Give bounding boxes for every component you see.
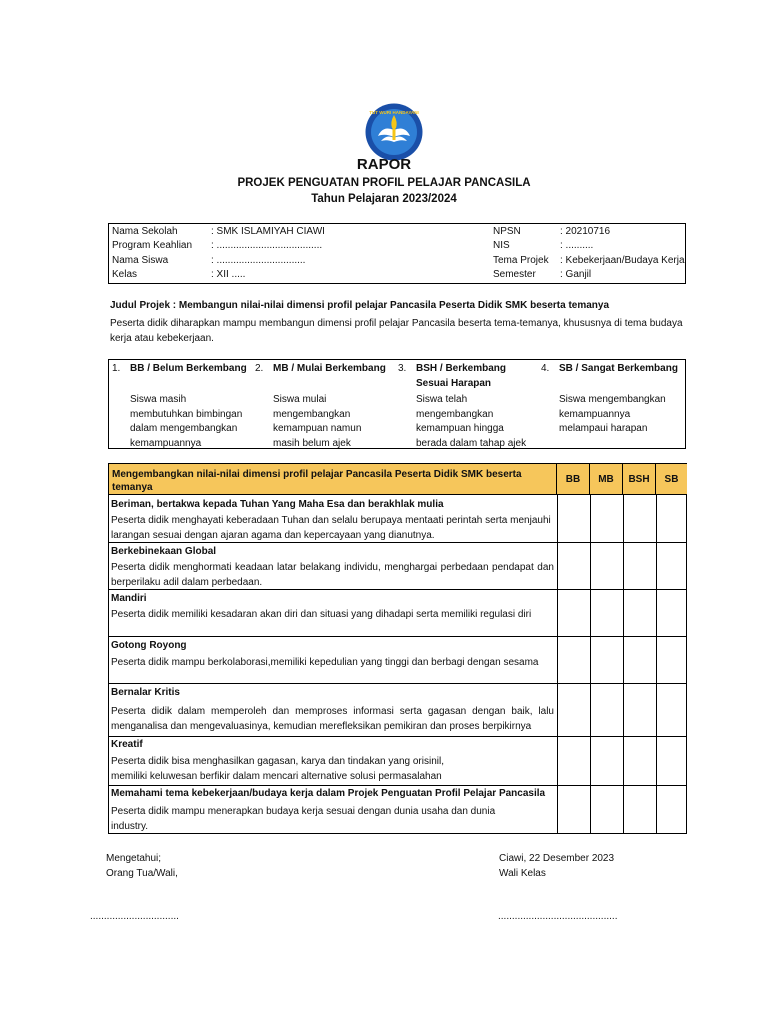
- value-student-name: : ................................: [211, 255, 306, 266]
- scale-num-4: 4.: [541, 363, 550, 374]
- teacher-signature-line: ...........................................: [498, 911, 618, 922]
- scale-title-mb: MB / Mulai Berkembang: [273, 363, 386, 374]
- section-desc-berkebinekaan: Peserta didik menghormati keadaan latar belakang individu, menghargai perbedaan pendapat dan berperilaku adil dalam perbedaan.: [111, 562, 554, 588]
- project-title: Judul Projek : Membangun nilai-nilai dimensi profil pelajar Pancasila Peserta Didik SMK beserta temanya: [110, 300, 610, 311]
- column-header-mb: MB: [590, 464, 623, 495]
- section-title-kreatif: Kreatif: [111, 739, 143, 750]
- label-nis: NIS: [493, 240, 510, 251]
- value-nis: : ..........: [560, 240, 594, 251]
- value-school-name: : SMK ISLAMIYAH CIAWI: [211, 226, 325, 237]
- scale-desc-mb: Siswa mulai mengembangkan kemampuan namun masih belum ajek: [273, 394, 362, 449]
- label-student-name: Nama Siswa: [112, 255, 169, 266]
- section-title-bernalar-kritis: Bernalar Kritis: [111, 687, 180, 698]
- scale-desc-bb: Siswa masih membutuhkan bimbingan dalam mengembangkan kemampuannya: [130, 394, 243, 449]
- tut-wuri-handayani-logo: [357, 103, 431, 161]
- section-title-berkebinekaan: Berkebinekaan Global: [111, 546, 217, 557]
- report-subtitle: PROJEK PENGUATAN PROFIL PELAJAR PANCASILA: [237, 177, 531, 189]
- parent-known-label: Mengetahui;: [106, 853, 162, 864]
- section-desc-kreatif-1: Peserta didik bisa menghasilkan gagasan, karya dan tindakan yang orisinil,: [111, 756, 444, 767]
- column-header-bsh: BSH: [623, 464, 656, 495]
- section-desc-gotong-royong: Peserta didik mampu berkolaborasi,memiliki kepedulian yang tinggi dan berbagi dengan sesama: [111, 657, 539, 668]
- section-title-gotong-royong: Gotong Royong: [111, 640, 187, 651]
- label-school-name: Nama Sekolah: [112, 226, 178, 237]
- scale-num-3: 3.: [398, 363, 407, 374]
- scale-desc-sb: Siswa mengembangkan kemampuannya melampaui harapan: [559, 394, 666, 434]
- assessment-header-text: Mengembangkan nilai-nilai dimensi profil pelajar Pancasila Peserta Didik SMK beserta temanya: [112, 469, 522, 493]
- report-title: RAPOR: [356, 156, 412, 173]
- value-semester: : Ganjil: [560, 269, 592, 280]
- scale-num-1: 1.: [112, 363, 121, 374]
- section-title-beriman: Beriman, bertakwa kepada Tuhan Yang Maha Esa dan berakhlak mulia: [111, 499, 444, 510]
- scale-title-bsh: BSH / Berkembang Sesuai Harapan: [416, 363, 507, 389]
- column-header-sb: SB: [656, 464, 687, 495]
- section-desc-bernalar-kritis: Peserta didik dalam memperoleh dan memproses informasi serta gagasan dengan baik, lalu menganalisa dan mengevaluasinya, kemudian merefleksikan pemikiran dan proses berpikirnya: [111, 706, 554, 732]
- section-desc-kreatif-2: memiliki keluwesan berfikir dalam mencari alternative solusi permasalahan: [111, 771, 442, 782]
- signature-teacher-block: [499, 851, 614, 881]
- label-theme: Tema Projek: [493, 255, 549, 266]
- section-desc-kebekerjaan: Peserta didik mampu menerapkan budaya kerja sesuai dengan dunia usaha dan dunia industry.: [111, 806, 496, 832]
- parent-signature-line: ................................: [90, 911, 179, 922]
- label-program: Program Keahlian: [112, 240, 193, 251]
- label-npsn: NPSN: [493, 226, 521, 237]
- value-class: : XII .....: [211, 269, 246, 280]
- teacher-label: Wali Kelas: [499, 868, 546, 879]
- assessment-header: [109, 464, 557, 495]
- section-title-kebekerjaan: Memahami tema kebekerjaan/budaya kerja dalam Projek Penguatan Profil Pelajar Pancasila: [111, 788, 546, 799]
- project-description: Peserta didik diharapkan mampu membangun dimensi profil pelajar Pancasila beserta tema-temanya, khususnya di tema budaya kerja atau kebekerjaan.: [110, 318, 683, 344]
- scale-title-sb: SB / Sangat Berkembang: [559, 363, 678, 374]
- grading-scale-box: [108, 359, 686, 449]
- section-title-mandiri: Mandiri: [111, 593, 147, 604]
- date-place: Ciawi, 22 Desember 2023: [499, 853, 615, 864]
- column-header-bb: BB: [557, 464, 590, 495]
- label-class: Kelas: [112, 269, 138, 280]
- scale-desc-bsh: Siswa telah mengembangkan kemampuan hingga berada dalam tahap ajek: [416, 394, 527, 449]
- student-info-box: [108, 223, 686, 284]
- section-desc-beriman: Peserta didik menghayati keberadaan Tuhan dan selalu berupaya mentaati perintah serta menjauhi larangan sesuai dengan ajaran agama dan kepercayaan yang dianutnya.: [111, 515, 551, 541]
- parent-label: Orang Tua/Wali,: [106, 868, 178, 879]
- value-npsn: : 20210716: [560, 226, 611, 237]
- value-program: : ......................................: [211, 240, 323, 251]
- signature-parent-block: [106, 851, 178, 881]
- academic-year: Tahun Pelajaran 2023/2024: [311, 193, 457, 205]
- value-theme: : Kebekerjaan/Budaya Kerja: [560, 255, 685, 266]
- scale-title-bb: BB / Belum Berkembang: [130, 363, 247, 374]
- section-desc-mandiri: Peserta didik memiliki kesadaran akan diri dan situasi yang dihadapi serta memiliki regulasi diri: [111, 609, 532, 620]
- logo-lettering: TUT WURI HANDAYANI: [369, 110, 419, 115]
- assessment-table: [108, 463, 687, 834]
- scale-num-2: 2.: [255, 363, 264, 374]
- label-semester: Semester: [493, 269, 536, 280]
